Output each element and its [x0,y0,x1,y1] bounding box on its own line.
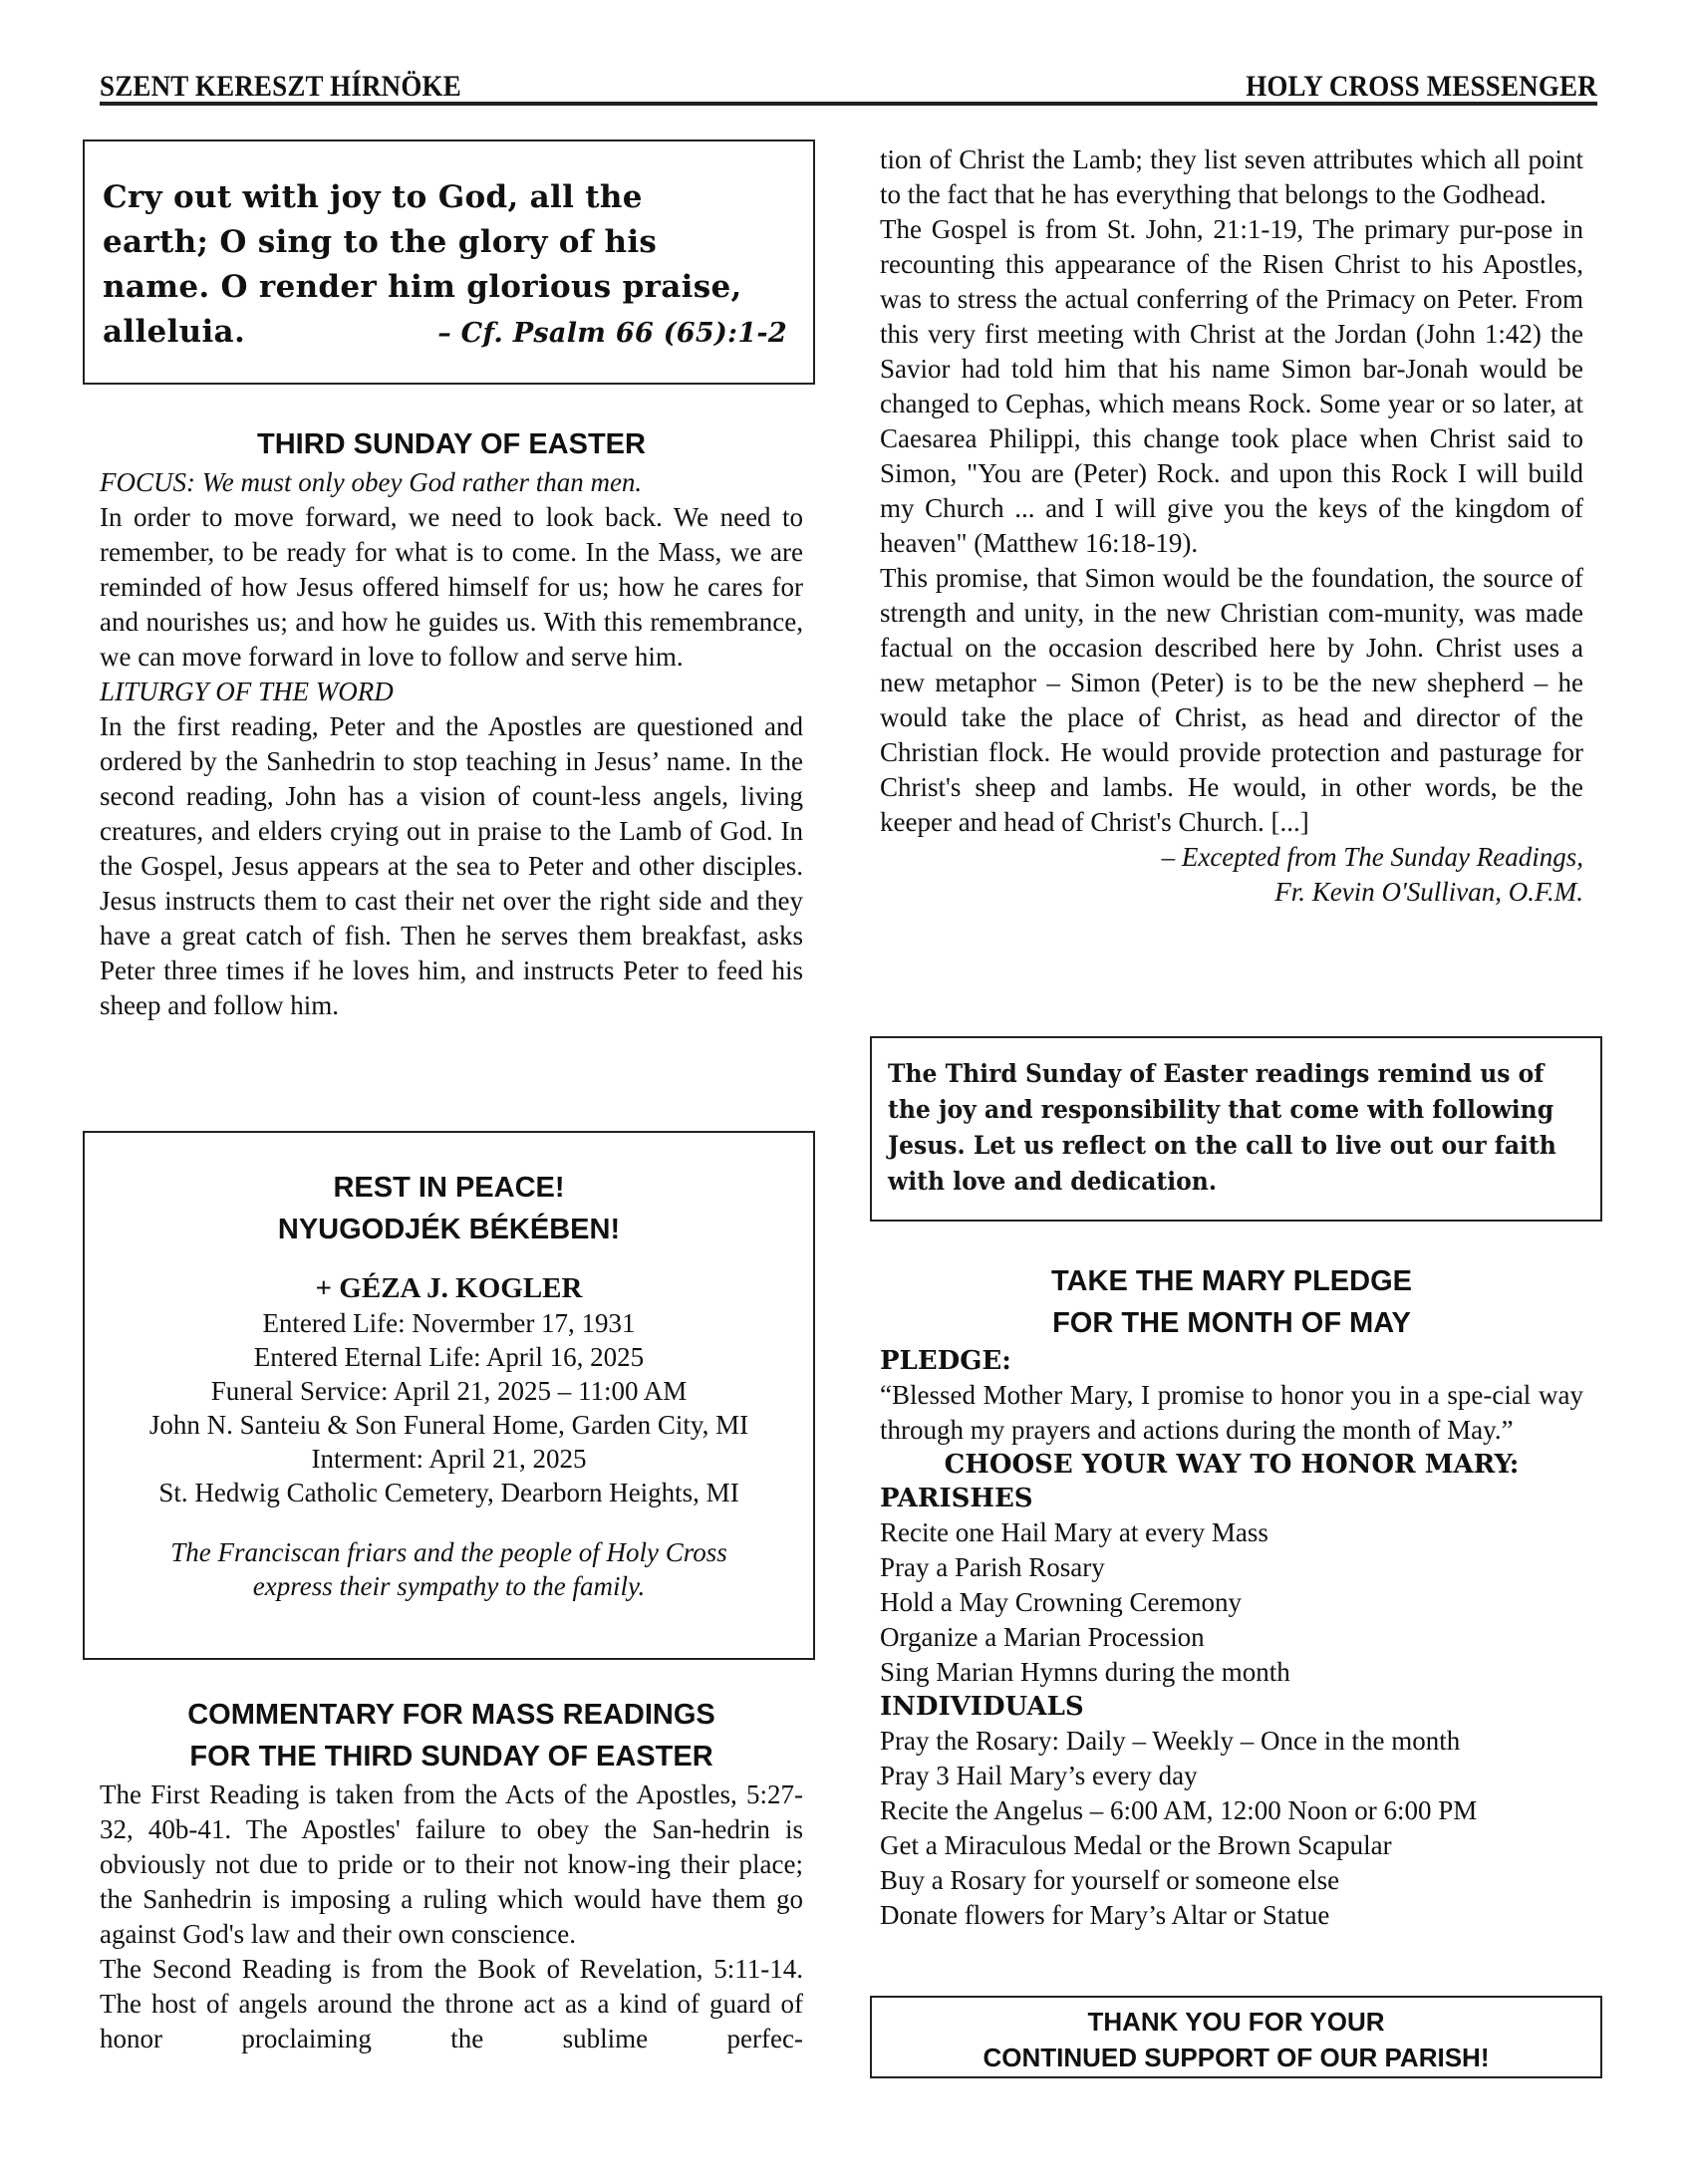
gospel-paragraph: The Gospel is from St. John, 21:1-19, The primary pur-pose in recounting this appearance of the Risen Christ to his Apostles, was to stress the actual conferring of the Primacy on Peter. From this very first meeting with Christ at the Jordan (John 1:42) the Savior had told him that his name Simon bar-Jonah would be changed to Cephas, which means Rock. Some year or so later, at Caesarea Philippi, this change took place when Christ said to Simon, "You are (Peter) Rock. and upon this Rock I will build my Church ... and I will give you the keys of the kingdom of heaven" (Matthew 16:18-19). [880,214,1583,558]
thank-you-box [870,1996,1602,2078]
section-heading: FOR THE THIRD SUNDAY OF EASTER [189,1741,713,1773]
list-item: Sing Marian Hymns during the month [880,1657,1290,1687]
list-item: Pray a Parish Rosary [880,1552,1105,1582]
liturgy-label: LITURGY OF THE WORD [100,677,394,706]
reflection-box [870,1036,1602,1222]
pledge-text: “Blessed Mother Mary, I promise to honor you in a spe-cial way through my prayers and actions during the month of May.” [880,1380,1583,1445]
liturgy-paragraph: In the first reading, Peter and the Apostles are questioned and ordered by the Sanhedrin to stop teaching in Jesus’ name. In the second reading, John has a vision of count-less angels, living creatures, and elders crying out in praise to the Lamb of God. In the Gospel, Jesus appears at the sea to Peter and other disciples. Jesus instructs them to cast their net over the right side and they have a great catch of fish. Then he serves them breakfast, asks Peter three times if he loves him, and instructs Peter to feed his sheep and follow him. [100,711,803,1020]
promise-paragraph: This promise, that Simon would be the foundation, the source of strength and unity, in the new Christian com-munity, was made factual on the occasion described here by John. Christ uses a new metaphor – Simon (Peter) is to be the new shepherd – he would take the place of Christ, as head and director of the Christian flock. He would provide protection and pasturage for Christ's sheep and lambs. He would, in other words, be the keeper and head of Christ's Church. [...] [880,563,1583,837]
parishes-label: PARISHES [880,1484,1033,1513]
list-item: Recite one Hail Mary at every Mass [880,1517,1268,1547]
commentary-continued [880,142,1583,910]
mary-pledge-section [880,1260,1583,1933]
psalm-quote-box [83,139,815,385]
section-heading: FOR THE MONTH OF MAY [1052,1307,1411,1339]
obituary-detail: Entered Eternal Life: April 16, 2025 [253,1342,645,1372]
obituary-detail: John N. Santeiu & Son Funeral Home, Garden City, MI [148,1410,749,1440]
thank-you-line: CONTINUED SUPPORT OF OUR PARISH! [983,2043,1490,2072]
psalm-line: name. O render him glorious praise, [103,269,742,305]
header-title-english: HOLY CROSS MESSENGER [1246,70,1597,103]
obituary-heading-hungarian: NYUGODJÉK BÉKÉBEN! [277,1214,621,1245]
obituary-detail: Entered Life: Novermber 17, 1931 [262,1308,636,1338]
psalm-last-line [103,310,795,356]
reflection-text: The Third Sunday of Easter readings remind us of the joy and responsibility that come with following Jesus. Let us reflect on the call to live out our faith with love and dedication. [888,1059,1556,1197]
focus-line: FOCUS: We must only obey God rather than men. [100,467,643,497]
header-title-hungarian: SZENT KERESZT HÍRNÖKE [100,70,461,103]
list-item: Donate flowers for Mary’s Altar or Statue [880,1900,1330,1930]
parishes-list [880,1515,1583,1690]
list-item: Get a Miraculous Medal or the Brown Scapular [880,1830,1392,1860]
source-credit [880,840,1583,910]
psalm-line: earth; O sing to the glory of his [103,224,658,260]
sympathy-line: The Franciscan friars and the people of Holy Cross [170,1537,727,1567]
sympathy-message [85,1535,813,1603]
obituary-detail: Funeral Service: April 21, 2025 – 11:00 AM [210,1376,688,1406]
individuals-label: INDIVIDUALS [880,1692,1084,1722]
obituary-heading-english: REST IN PEACE! [333,1172,565,1204]
third-sunday-section [100,423,803,1023]
psalm-citation: – Cf. Psalm 66 (65):1-2 [437,318,787,349]
choose-heading: CHOOSE YOUR WAY TO HONOR MARY: [944,1450,1520,1480]
section-heading: COMMENTARY FOR MASS READINGS [187,1699,715,1731]
list-item: Pray 3 Hail Mary’s every day [880,1761,1198,1790]
credit-line: Fr. Kevin O'Sullivan, O.F.M. [1274,877,1583,907]
thank-you-line: THANK YOU FOR YOUR [1087,2007,1385,2037]
deceased-name: + GÉZA J. KOGLER [315,1272,583,1304]
commentary-section [100,1694,803,2056]
list-item: Hold a May Crowning Ceremony [880,1587,1242,1617]
second-reading-continued: tion of Christ the Lamb; they list seven attributes which all point to the fact that he has everything that belongs to the Godhead. [880,144,1583,209]
obituary-box [83,1131,815,1660]
page-header [100,66,1597,106]
first-reading-paragraph: The First Reading is taken from the Acts of the Apostles, 5:27-32, 40b-41. The Apostles' failure to obey the San-hedrin is obviously not due to pride or to their not know-ing their place; the Sanhedrin is imposing a ruling which would have them go against God's law and their own conscience. [100,1779,803,1949]
section-heading: TAKE THE MARY PLEDGE [1051,1265,1412,1297]
obituary-detail: Interment: April 21, 2025 [311,1444,587,1474]
second-reading-paragraph: The Second Reading is from the Book of Revelation, 5:11-14. The host of angels around the throne act as a kind of guard of honor proclaiming the sublime perfec- [100,1954,803,2053]
list-item: Pray the Rosary: Daily – Weekly – Once in the month [880,1726,1461,1756]
list-item: Recite the Angelus – 6:00 AM, 12:00 Noon or 6:00 PM [880,1795,1478,1825]
credit-line: – Excepted from The Sunday Readings, [1161,842,1583,872]
list-item: Buy a Rosary for yourself or someone else [880,1865,1340,1895]
psalm-line: alleluia. [103,314,246,350]
intro-paragraph: In order to move forward, we need to look back. We need to remember, to be ready for what is to come. In the Mass, we are reminded of how Jesus offered himself for us; how he cares for and nourishes us; and how he guides us. With this remembrance, we can move forward in love to follow and serve him. [100,502,803,672]
individuals-list [880,1724,1583,1933]
obituary-detail: St. Hedwig Catholic Cemetery, Dearborn Heights, MI [158,1478,739,1507]
psalm-line: Cry out with joy to God, all the [103,179,643,215]
sympathy-line: express their sympathy to the family. [252,1571,646,1601]
pledge-label: PLEDGE: [880,1346,1011,1376]
section-heading: THIRD SUNDAY OF EASTER [257,428,646,460]
list-item: Organize a Marian Procession [880,1622,1205,1652]
